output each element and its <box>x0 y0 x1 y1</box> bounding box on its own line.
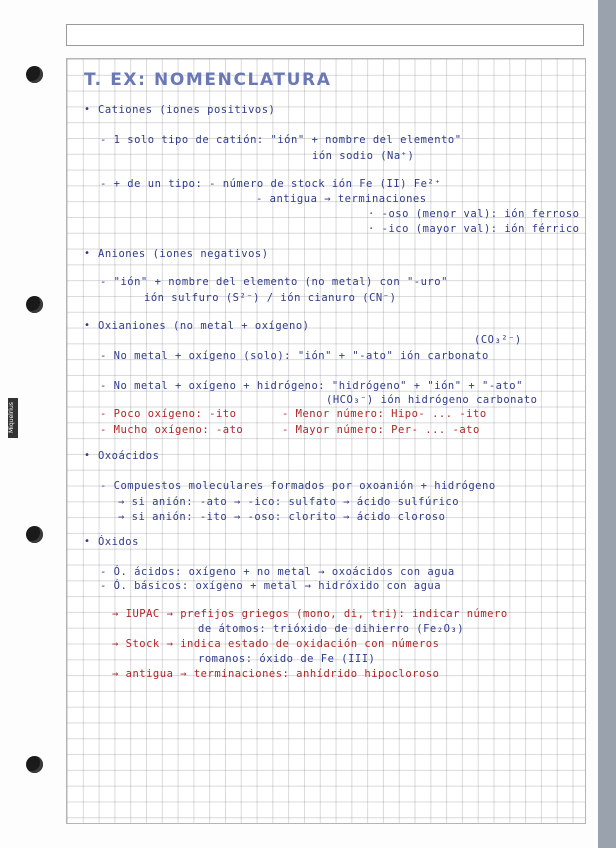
oxidos-line: → Stock → indica estado de oxidación con números <box>112 638 440 650</box>
oxidos-line: romanos: óxido de Fe (III) <box>198 653 376 665</box>
bullet-icon: • <box>84 450 91 461</box>
section-heading-cationes: Cationes (iones positivos) <box>98 104 276 116</box>
cationes-line: - 1 solo tipo de catión: "ión" + nombre del elemento" <box>100 134 462 146</box>
oxoacidos-line: → si anión: -ato → -ico: sulfato → ácido sulfúrico <box>118 496 460 508</box>
oxianiones-rule: - Menor número: Hipo- ... -ito <box>282 408 487 420</box>
oxianiones-formula: (CO₃²⁻) <box>474 334 522 346</box>
oxianiones-rule: - Poco oxígeno: -ito <box>100 408 237 420</box>
binder-hole <box>26 526 43 543</box>
grid-paper <box>66 58 586 824</box>
oxianiones-line: (HCO₃⁻) ión hidrógeno carbonato <box>326 394 538 406</box>
bullet-icon: • <box>84 104 91 115</box>
oxidos-line: - Ó. básicos: oxígeno + metal → hidróxido con agua <box>100 580 442 592</box>
oxianiones-rule: - Mayor número: Per- ... -ato <box>282 424 480 436</box>
bullet-icon: • <box>84 320 91 331</box>
oxianiones-line: - No metal + oxígeno + hidrógeno: "hidrógeno" + "ión" + "-ato" <box>100 380 523 392</box>
brand-label: Miquelrius <box>8 398 18 438</box>
oxidos-line: → IUPAC → prefijos griegos (mono, di, tri): indicar número <box>112 608 508 620</box>
oxianiones-rule: - Mucho oxígeno: -ato <box>100 424 244 436</box>
binder-edge <box>598 0 616 848</box>
aniones-line: - "ión" + nombre del elemento (no metal) con "-uro" <box>100 276 448 288</box>
oxoacidos-line: - Compuestos moleculares formados por oxoanión + hidrógeno <box>100 480 496 492</box>
cationes-line: · -ico (mayor val): ión férrico <box>368 223 580 235</box>
aniones-line: ión sulfuro (S²⁻) / ión cianuro (CN⁻) <box>144 292 397 304</box>
page-title: T. EX: NOMENCLATURA <box>84 70 332 90</box>
bullet-icon: • <box>84 536 91 547</box>
cationes-line: - antigua → terminaciones <box>256 193 427 205</box>
oxianiones-line: - No metal + oxígeno (solo): "ión" + "-ato" ión carbonato <box>100 350 489 362</box>
binder-hole <box>26 66 43 83</box>
section-heading-oxoacidos: Oxoácidos <box>98 450 160 462</box>
section-heading-oxidos: Óxidos <box>98 536 139 548</box>
binder-hole <box>26 756 43 773</box>
cationes-line: · -oso (menor val): ión ferroso <box>368 208 580 220</box>
bullet-icon: • <box>84 248 91 259</box>
oxidos-line: → antigua → terminaciones: anhídrido hipocloroso <box>112 668 440 680</box>
section-heading-oxianiones: Oxianiones (no metal + oxígeno) <box>98 320 310 332</box>
oxidos-line: - Ó. ácidos: oxígeno + no metal → oxoácidos con agua <box>100 566 455 578</box>
header-box <box>66 24 584 46</box>
oxoacidos-line: → si anión: -ito → -oso: clorito → ácido cloroso <box>118 511 446 523</box>
section-heading-aniones: Aniones (iones negativos) <box>98 248 269 260</box>
oxidos-line: de átomos: trióxido de dihierro (Fe₂O₃) <box>198 623 465 635</box>
cationes-line: - + de un tipo: - número de stock ión Fe (II) Fe²⁺ <box>100 178 442 190</box>
cationes-line: ión sodio (Na⁺) <box>312 150 415 162</box>
binder-hole <box>26 296 43 313</box>
